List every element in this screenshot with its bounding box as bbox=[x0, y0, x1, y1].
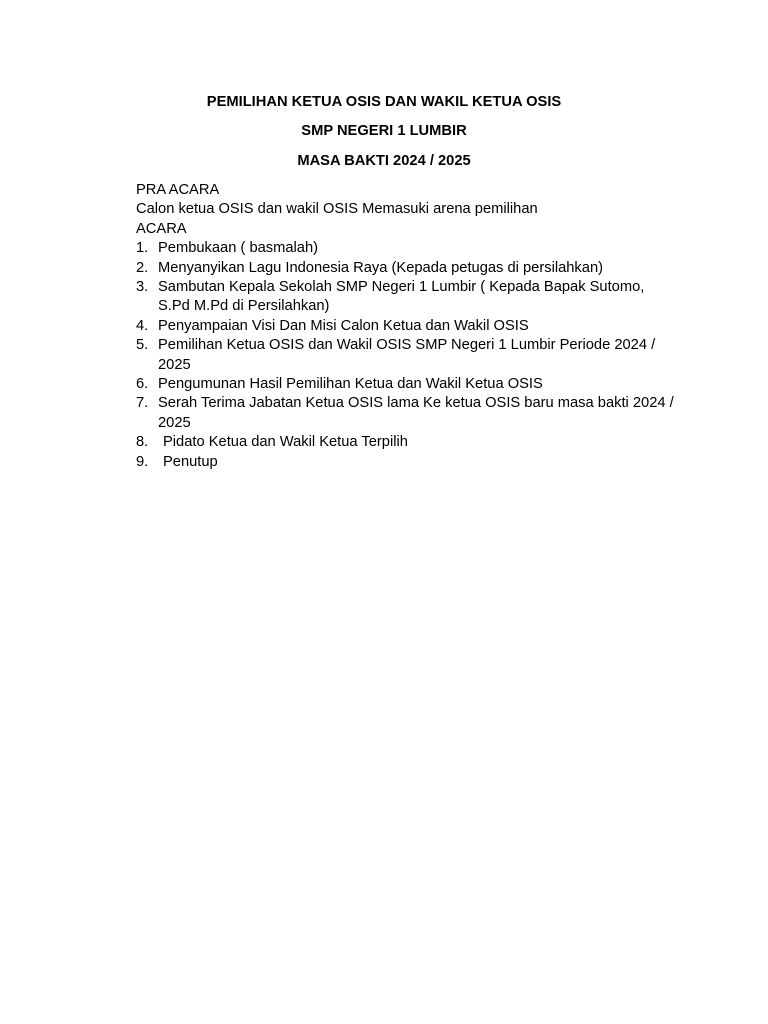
agenda-item bbox=[136, 317, 676, 336]
agenda-item bbox=[136, 336, 676, 375]
agenda-item-number: 9. bbox=[136, 453, 149, 470]
agenda-item-text: Pidato Ketua dan Wakil Ketua Terpilih bbox=[163, 434, 408, 451]
agenda-item-number: 3. bbox=[136, 279, 149, 296]
school-name: SMP NEGERI 1 LUMBIR bbox=[301, 123, 467, 139]
agenda-list bbox=[136, 239, 676, 472]
agenda-item-text: Penyampaian Visi Dan Misi Calon Ketua dan Wakil OSIS bbox=[158, 317, 529, 334]
term-period: MASA BAKTI 2024 / 2025 bbox=[297, 153, 471, 169]
agenda-item-text: Sambutan Kepala Sekolah SMP Negeri 1 Lumbir ( Kepada Bapak Sutomo, S.Pd M.Pd di Persilahkan) bbox=[158, 279, 645, 315]
agenda-item bbox=[136, 278, 676, 317]
agenda-item-number: 7. bbox=[136, 395, 149, 412]
agenda-item-text: Pembukaan ( basmalah) bbox=[158, 240, 319, 257]
pre-event-text: Calon ketua OSIS dan wakil OSIS Memasuki arena pemilihan bbox=[136, 201, 538, 218]
agenda-item-text: Menyanyikan Lagu Indonesia Raya (Kepada petugas di persilahkan) bbox=[158, 259, 603, 276]
agenda-item-number: 2. bbox=[136, 259, 149, 276]
agenda-item bbox=[136, 375, 676, 394]
agenda-item-text: Penutup bbox=[163, 453, 218, 470]
agenda-item bbox=[136, 394, 676, 433]
agenda-item-text: Pengumunan Hasil Pemilihan Ketua dan Wakil Ketua OSIS bbox=[158, 376, 543, 393]
agenda-item bbox=[136, 453, 676, 472]
document-title: PEMILIHAN KETUA OSIS DAN WAKIL KETUA OSIS bbox=[206, 94, 562, 110]
event-heading: ACARA bbox=[136, 220, 187, 237]
agenda-item-text: Pemilihan Ketua OSIS dan Wakil OSIS SMP Negeri 1 Lumbir Periode 2024 / 2025 bbox=[158, 337, 656, 373]
agenda-item-number: 5. bbox=[136, 337, 149, 354]
agenda-item bbox=[136, 239, 676, 258]
agenda-item bbox=[136, 259, 676, 278]
agenda-item-number: 6. bbox=[136, 376, 149, 393]
agenda-item-text: Serah Terima Jabatan Ketua OSIS lama Ke ketua OSIS baru masa bakti 2024 / 2025 bbox=[158, 395, 674, 431]
agenda-item-number: 1. bbox=[136, 240, 149, 257]
agenda-item-number: 8. bbox=[136, 434, 149, 451]
pre-event-heading: PRA ACARA bbox=[136, 182, 220, 198]
agenda-item-number: 4. bbox=[136, 317, 149, 334]
document-body bbox=[136, 181, 676, 472]
agenda-item bbox=[136, 433, 676, 452]
